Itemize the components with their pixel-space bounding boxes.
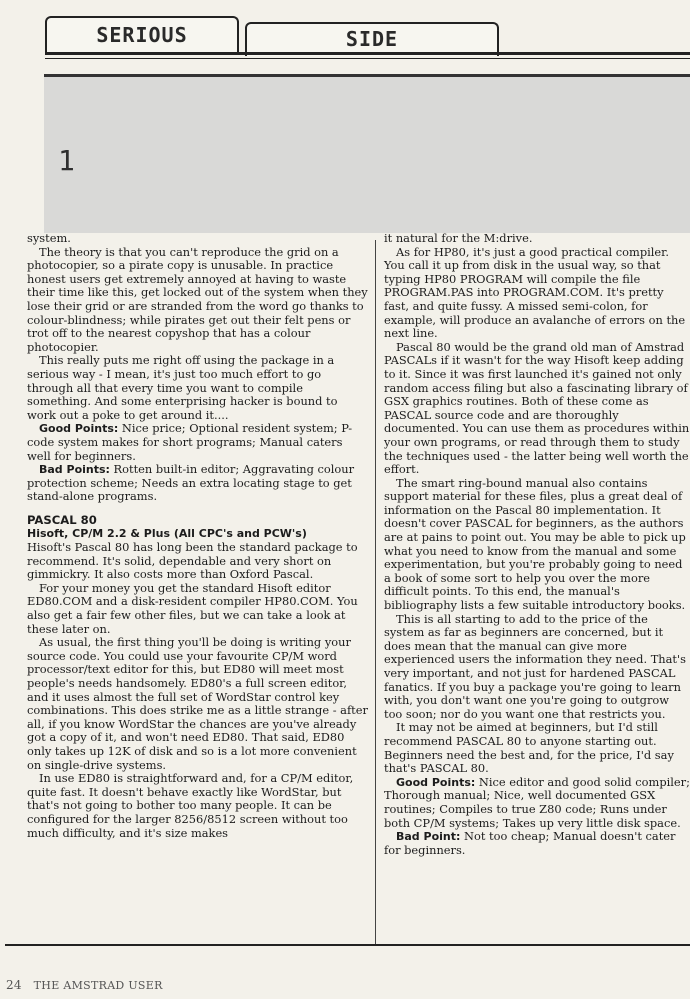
- paragraph: For your money you get the standard Hisoft editor ED80.COM and a disk-resident compiler HP80.COM. You also get a fair few other files, but we can take a look at these later on.: [27, 580, 358, 636]
- good-points: [384, 776, 690, 830]
- bad-points: [27, 463, 369, 504]
- code-line-1: 1: [58, 144, 75, 177]
- left-column: [27, 232, 369, 840]
- bad-points-label: Bad Point:: [396, 830, 461, 844]
- paragraph: system.: [27, 231, 71, 245]
- footer-rule: [5, 944, 690, 946]
- good-points-text: Nice price; Optional resident system; P-code system makes for short programs; Manual caters well for beginners.: [27, 421, 353, 463]
- section-title: PASCAL 80: [27, 512, 97, 527]
- header-rule: [45, 52, 690, 55]
- section-subtitle: Hisoft, CP/M 2.2 & Plus (All CPC's and PCW's): [27, 527, 307, 541]
- paragraph: Hisoft's Pascal 80 has long been the standard package to recommend. It's solid, dependable and very short on gimmickry. It also costs more than Oxford Pascal.: [27, 540, 358, 582]
- tab-side: SIDE: [245, 22, 499, 56]
- good-points-text: Nice editor and good solid compiler; Thorough manual; Nice, well documented GSX routines; Compiles to true Z80 code; Runs under both CP/M systems; Takes up very little disk space.: [384, 774, 690, 830]
- paragraph: It may not be aimed at beginners, but I'd still recommend PASCAL 80 to anyone starting out. Beginners need the best and, for the price, I'd say that's PASCAL 80.: [384, 720, 674, 776]
- good-points: [27, 422, 369, 463]
- paragraph: it natural for the M:drive.: [384, 231, 533, 245]
- code-listing: [58, 81, 581, 233]
- header-rule-thin: [45, 58, 690, 59]
- bad-points-text: Not too cheap; Manual doesn't cater for beginners.: [384, 829, 676, 857]
- paragraph: As for HP80, it's just a good practical compiler. You call it up from disk in the usual way, so that typing HP80 PROGRAM will compile the file PROGRAM.PAS into PROGRAM.COM. It's pretty fast, and quite fussy. A missed semi-colon, for example, will produce an avalanche of errors on the next line.: [384, 244, 686, 341]
- code-listing-box: [44, 74, 690, 233]
- paragraph: This really puts me right off using the package in a serious way - I mean, it's just too much effort to go through all that every time you want to compile something. And some enterprising hacker is bound to work out a poke to get around it....: [27, 353, 338, 422]
- tab-serious: SERIOUS: [45, 16, 239, 54]
- column-divider: [375, 240, 376, 945]
- magazine-name: THE AMSTRAD USER: [33, 979, 163, 992]
- page-footer: [6, 978, 163, 992]
- paragraph: The smart ring-bound manual also contains support material for these files, plus a great deal of information on the Pascal 80 implementation. It doesn't cover PASCAL for beginners, as the authors are at pains to point out. You may be able to pick up what you need to know from the manual and some experimentation, but you're probably going to need a book of some sort to help you over the more difficult points. To this end, the manual's bibliography lists a few suitable introductory books.: [384, 475, 686, 613]
- paragraph: As usual, the first thing you'll be doing is writing your source code. You could use your favourite CP/M word processor/text editor for this, but ED80 will meet most people's needs handsomely. ED80's a full screen editor, and it uses almost the full set of WordStar control key combinations. This does strike me as a little strange - after all, if you know WordStar the chances are you've already got a copy of it, and won't need ED80. That said, ED80 only takes up 12K of disk and so is a lot more convenient on single-drive systems.: [27, 635, 368, 772]
- paragraph: This is all starting to add to the price of the system as far as beginners are concerned, but it does mean that the manual can give more experienced users the information they need. That's very important, and not just for hardened PASCAL fanatics. If you buy a package you're going to learn with, you don't want one you're going to outgrow too soon; nor do you want one that restricts you.: [384, 611, 686, 721]
- paragraph: In use ED80 is straightforward and, for a CP/M editor, quite fast. It doesn't behave exactly like WordStar, but that's not going to bother too many people. It can be configured for the larger 8256/8512 screen without too much difficulty, and it's size makes: [27, 771, 354, 840]
- section-header-tabs: [45, 16, 657, 56]
- page-number: 24: [6, 978, 22, 992]
- paragraph: The theory is that you can't reproduce the grid on a photocopier, so a pirate copy is unusable. In practice honest users get extremely annoyed at having to waste their time like this, get locked out of the system when they lose their grid or are stranded from the word go thanks to colour-blindness; while pirates get out their felt pens or trot off to the nearest copyshop that has a colour photocopier.: [27, 244, 368, 354]
- bad-points-label: Bad Points:: [39, 463, 110, 477]
- bad-points: [384, 830, 690, 857]
- good-points-label: Good Points:: [396, 775, 476, 789]
- right-column: [384, 232, 690, 857]
- bad-points-text: Rotten built-in editor; Aggravating colour protection scheme; Needs an extra locating stage to get stand-alone programs.: [27, 462, 355, 504]
- good-points-label: Good Points:: [39, 422, 119, 436]
- paragraph: Pascal 80 would be the grand old man of Amstrad PASCALs if it wasn't for the way Hisoft keep adding to it. Since it was first launched it's gained not only random access filing but also a fascinating library of GSX graphics routines. Both of these come as PASCAL source code and are thoroughly documented. You can use them as procedures within your own programs, or read through them to study the techniques used - the latter being well worth the effort.: [384, 339, 690, 477]
